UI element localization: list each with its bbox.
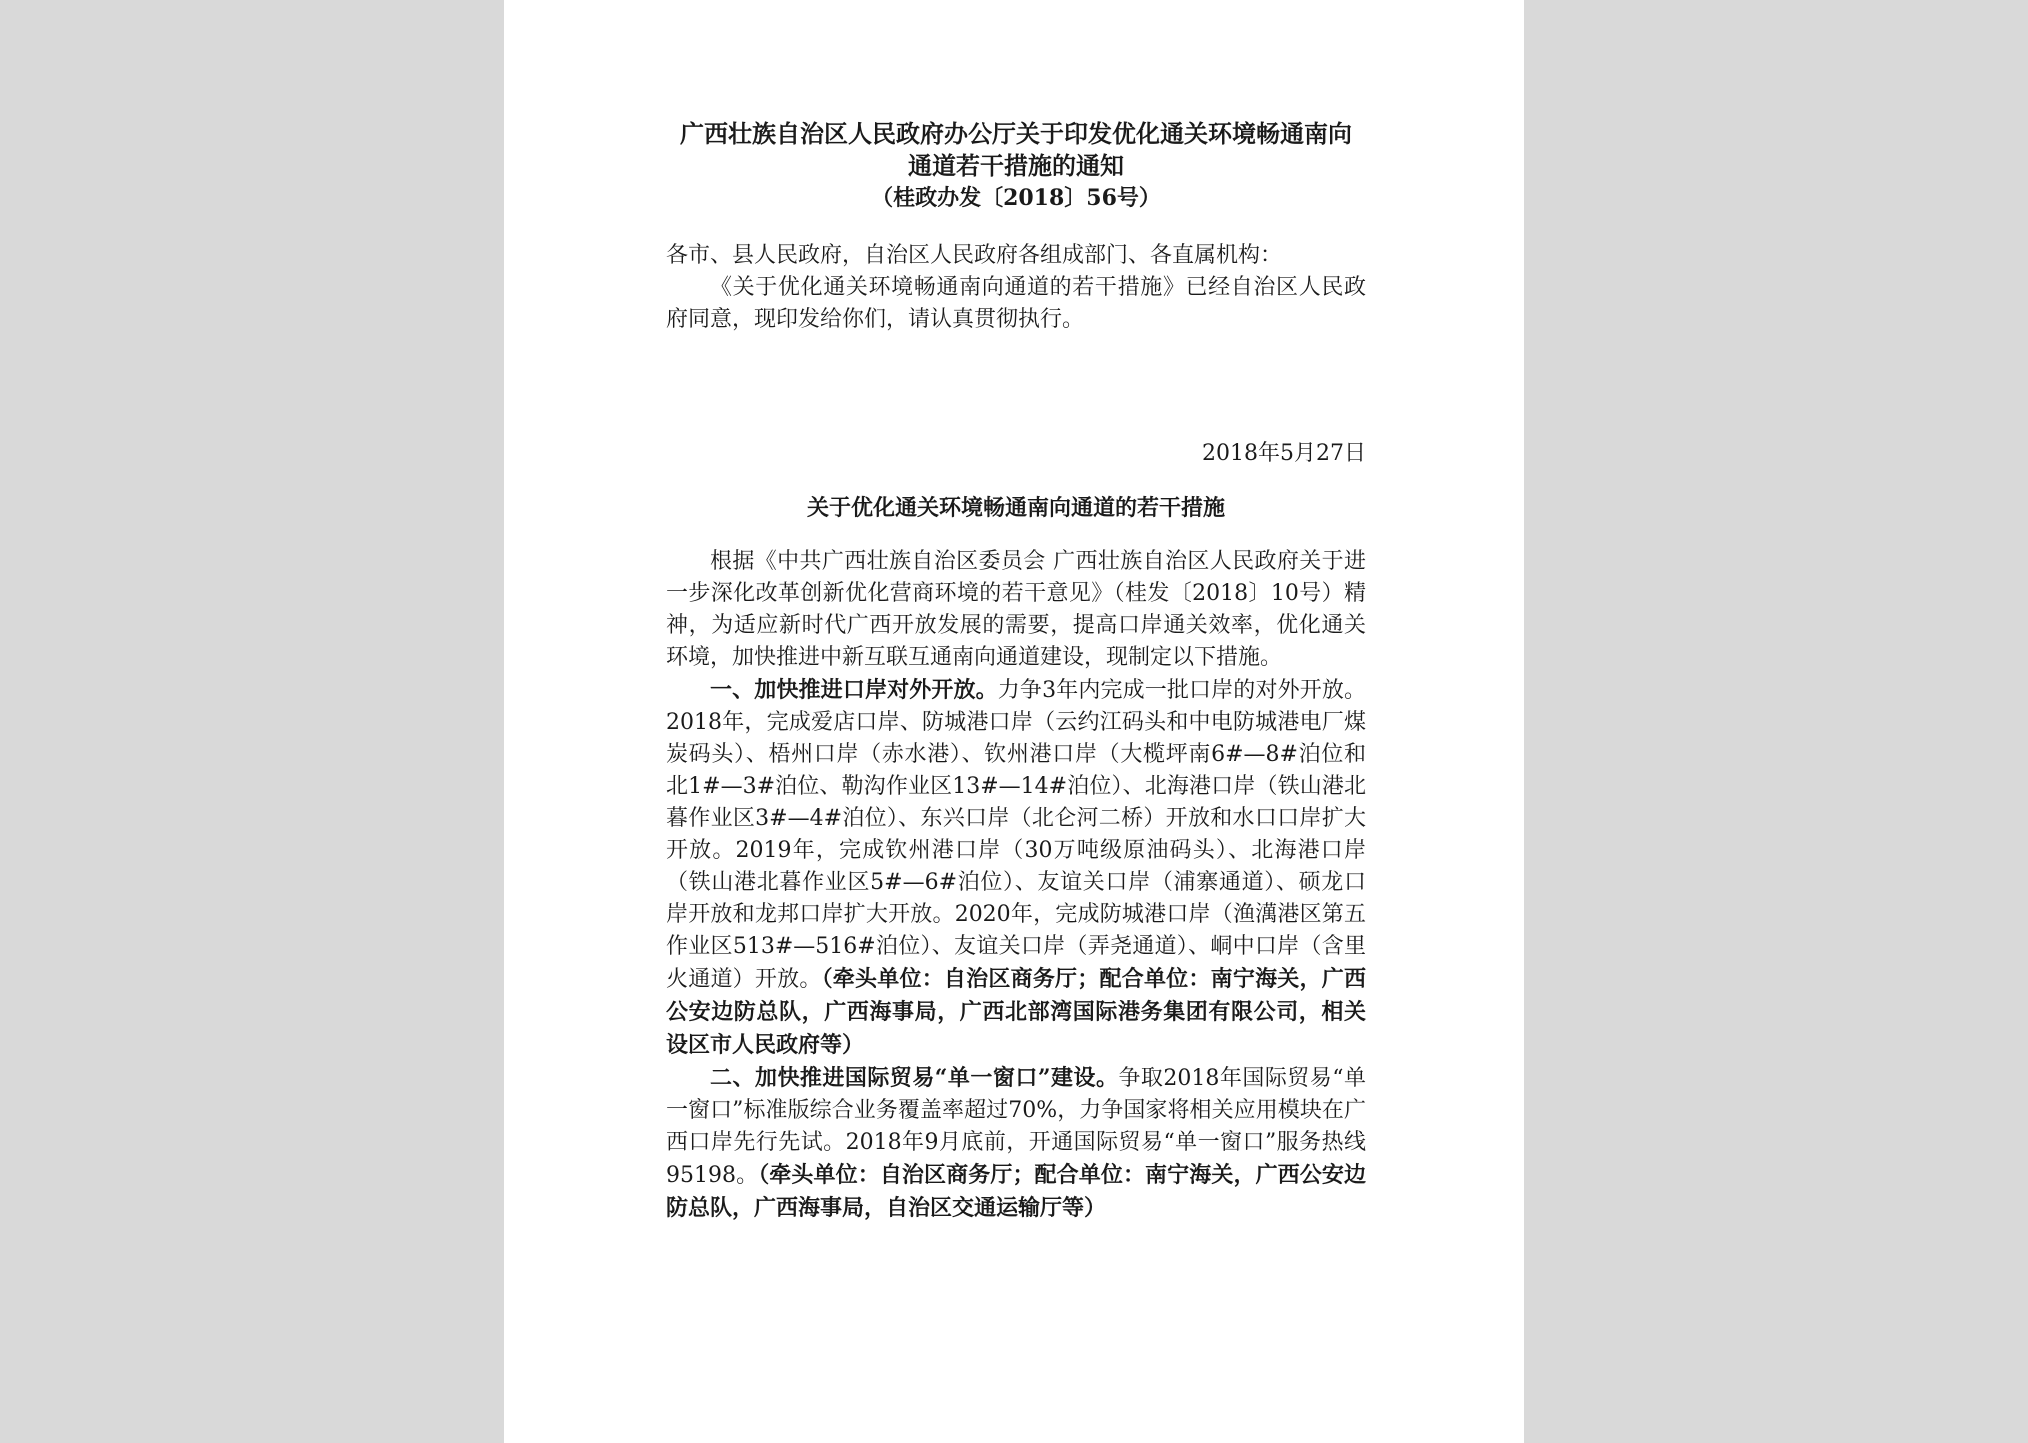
- document-number: （桂政办发〔2018〕56号）: [871, 185, 1161, 211]
- section-1-paragraph: [666, 674, 1366, 1062]
- document-title: 广西壮族自治区人民政府办公厅关于印发优化通关环境畅通南向通道若干措施的通知: [680, 119, 1352, 180]
- section-1-body: 力争3年内完成一批口岸的对外开放。2018年，完成爱店口岸、防城港口岸（云约江码头和中电防城港电厂煤炭码头）、梧州口岸（赤水港）、钦州港口岸（大榄坪南6#—8#泊位和北1#—3#泊位、勒沟作业区13#—14#泊位）、北海港口岸（铁山港北暮作业区3#—4#泊位）、东兴口岸（北仑河二桥）开放和水口口岸扩大开放。2019年，完成钦州港口岸（30万吨级原油码头）、北海港口岸（铁山港北暮作业区5#—6#泊位）、友谊关口岸（浦寨通道）、硕龙口岸开放和龙邦口岸扩大开放。2020年，完成防城港口岸（渔澫港区第五作业区513#—516#泊位）、友谊关口岸（弄尧通道）、峒中口岸（含里火通道）开放。: [666, 678, 1366, 992]
- salutation: 各市、县人民政府，自治区人民政府各组成部门、各直属机构：: [666, 243, 1283, 268]
- section-2-body: 争取2018年国际贸易“单一窗口”标准版综合业务覆盖率超过70%，力争国家将相关应用模块在广西口岸先行先试。2018年9月底前，开通国际贸易“单一窗口”服务热线95198。: [666, 1066, 1366, 1188]
- measures-title: 关于优化通关环境畅通南向通道的若干措施: [806, 495, 1225, 521]
- section-2-paragraph: [666, 1062, 1366, 1225]
- section-1-heading: 一、加快推进口岸对外开放。: [710, 677, 998, 703]
- document-date: 2018年5月27日: [1202, 441, 1366, 466]
- document-content: [666, 118, 1366, 1225]
- preamble-paragraph: 根据《中共广西壮族自治区委员会 广西壮族自治区人民政府关于进一步深化改革创新优化营商环境的若干意见》（桂发〔2018〕10号）精神，为适应新时代广西开放发展的需要，提高口岸通关效率，优化通关环境，加快推进中新互联互通南向通道建设，现制定以下措施。: [666, 549, 1366, 670]
- section-2-heading: 二、加快推进国际贸易“单一窗口”建设。: [710, 1065, 1119, 1091]
- intro-paragraph: 《关于优化通关环境畅通南向通道的若干措施》已经自治区人民政府同意，现印发给你们，请认真贯彻执行。: [666, 275, 1366, 332]
- section-1-responsible: （牵头单位：自治区商务厅；配合单位：南宁海关，广西公安边防总队，广西海事局，广西北部湾国际港务集团有限公司，相关设区市人民政府等）: [666, 966, 1366, 1058]
- document-page: [504, 0, 1524, 1443]
- section-2-responsible: （牵头单位：自治区商务厅；配合单位：南宁海关，广西公安边防总队，广西海事局，自治区交通运输厅等）: [666, 1162, 1366, 1221]
